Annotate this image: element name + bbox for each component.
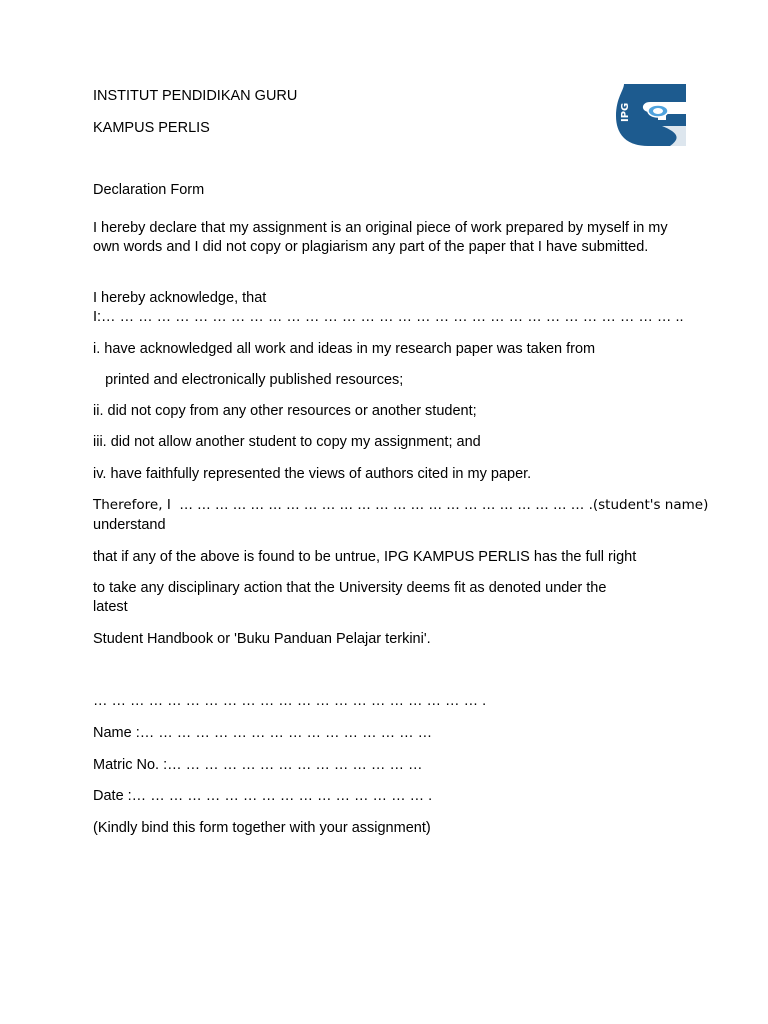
understand-text: understand bbox=[93, 517, 166, 533]
consequence-line2a: to take any disciplinary action that the University deems fit as denoted under the bbox=[93, 580, 607, 596]
item-i-line2: printed and electronically published resources; bbox=[93, 372, 404, 388]
form-title: Declaration Form bbox=[93, 182, 205, 198]
date-field: Date :… … … … … … … … … … … … … … … … . bbox=[93, 788, 433, 804]
consequence-line1: that if any of the above is found to be untrue, IPG KAMPUS PERLIS has the full right bbox=[93, 549, 637, 565]
signature-blank: … … … … … … … … … … … … … … … … … … … … … . bbox=[93, 693, 487, 709]
name-field: Name :… … … … … … … … … … … … … … … … bbox=[93, 725, 433, 741]
logo-text: IPG bbox=[620, 102, 631, 122]
declaration-paragraph: I hereby declare that my assignment is an original piece of work prepared by myself in my own words and I did not copy or plagiarism any part of the paper that I have submitted. bbox=[93, 220, 668, 255]
ipg-logo bbox=[612, 80, 688, 148]
item-iv: iv. have faithfully represented the views of authors cited in my paper. bbox=[93, 466, 532, 482]
binding-note: (Kindly bind this form together with your assignment) bbox=[93, 820, 431, 836]
therefore-line: Therefore, I … … … … … … … … … … … … … … … … … … … … … … … .(student's name) bbox=[93, 497, 709, 513]
consequence-line3: Student Handbook or 'Buku Panduan Pelajar terkini'. bbox=[93, 631, 431, 647]
item-i-line1: i. have acknowledged all work and ideas in my research paper was taken from bbox=[93, 341, 596, 357]
consequence-line2b: latest bbox=[93, 599, 128, 615]
student-name-blank: I:… … … … … … … … … … … … … … … … … … … … … … … … … … … … … … … .. bbox=[93, 309, 684, 325]
institution-name: INSTITUT PENDIDIKAN GURU bbox=[93, 88, 298, 104]
acknowledge-intro: I hereby acknowledge, that bbox=[93, 290, 267, 306]
campus-name: KAMPUS PERLIS bbox=[93, 120, 210, 136]
item-ii: ii. did not copy from any other resources or another student; bbox=[93, 403, 477, 419]
matric-field: Matric No. :… … … … … … … … … … … … … … bbox=[93, 757, 423, 773]
item-iii: iii. did not allow another student to copy my assignment; and bbox=[93, 434, 481, 450]
